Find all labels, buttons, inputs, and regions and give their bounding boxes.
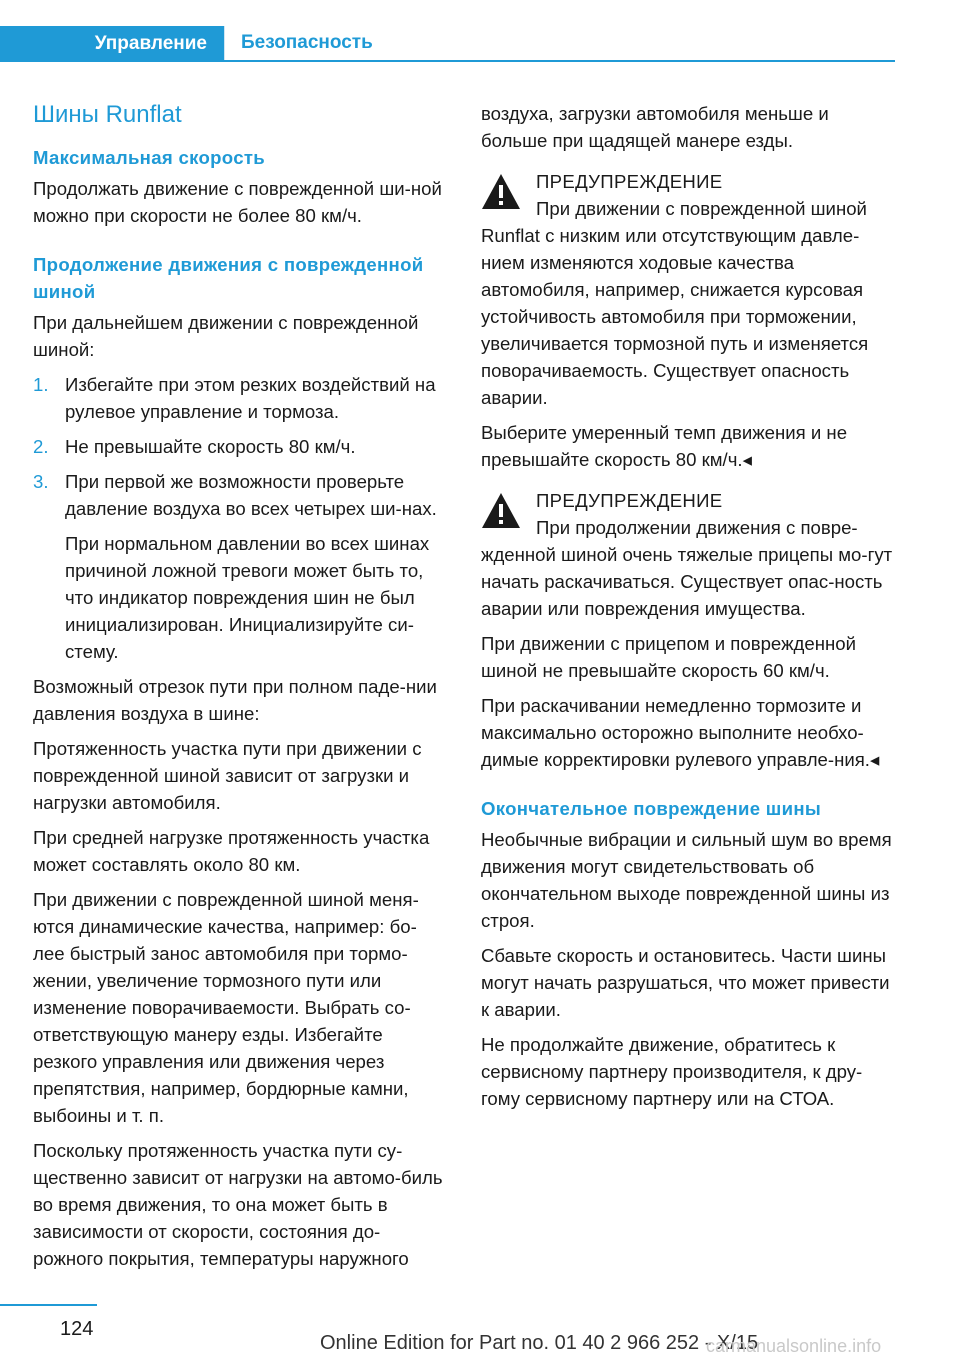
paragraph-depends: Поскольку протяженность участка пути су-щественно зависит от нагрузки на автомо-биль во время движения, то она может быть в зависимости от скорости, состояния до-рожного покрытия, температуры наружного [33,1140,443,1269]
steps-list [33,371,448,522]
list-note: При нормальном давлении во всех шинах причиной ложной тревоги может быть то, что индикатор повреждения шин не был инициализирован. Инициализируйте си-стему. [65,533,430,662]
warning-triangle-icon [481,491,521,531]
list-text: Не превышайте скорость 80 км/ч. [65,436,356,457]
page-number: 124 [60,1318,94,1340]
heading-final-damage: Окончательное повреждение шины [481,798,822,819]
heading-continue-driving: Продолжение движения с поврежденной шиной [33,254,424,302]
warning-text: Runflat с низким или отсутствующим давле-нием изменяются ходовые качества автомобиля, например, снижается курсовая устойчивость автомобиля при торможении, увеличивается тормозной путь и изменяется поворачиваемость. Существует опасность аварии. [481,225,869,408]
paragraph-dynamics: При движении с поврежденной шиной меня-ются динамические качества, например: бо-лее быстрый занос автомобиля при тормо-жении, увеличение тормозного пути или изменение поворачиваемости. Выбрать со-ответствующую манеру езды. Избегайте резкого управления или движения через препятствия, например, бордюрные камни, выбоины и т. п. [33,889,419,1126]
left-column [33,100,448,1280]
watermark: carmanualsonline.info [706,1336,882,1356]
footer-rule [0,1304,97,1306]
tab-control[interactable]: Управление [0,26,224,62]
paragraph-service: Не продолжайте движение, обратитесь к сервисному партнеру производителя, к дру-гому сервисному партнеру или на СТОА. [481,1034,863,1109]
warning-triangle-icon [481,172,521,212]
list-number: 3. [33,471,49,492]
list-item [33,468,448,522]
list-item [33,371,448,425]
edition-line: Online Edition for Part no. 01 40 2 966 252 - X/15 [320,1332,759,1354]
warning-text: жденной шиной очень тяжелые прицепы мо-гут начать раскачиваться. Существует опас-ность аварии или повреждения имущества. [481,544,893,619]
paragraph-length: Протяженность участка пути при движении с поврежденной шиной зависит от загрузки и нагрузки автомобиля. [33,738,422,813]
page-header [0,0,895,62]
list-number: 2. [33,436,49,457]
paragraph-average: При средней нагрузке протяженность участка может составлять около 80 км. [33,827,430,875]
list-number: 1. [33,374,49,395]
paragraph-slow-down: Сбавьте скорость и остановитесь. Части шины могут начать разрушаться, что может привести к аварии. [481,945,890,1020]
header-rule [0,60,895,62]
warning-title: ПРЕДУПРЕЖДЕНИЕ [536,490,723,511]
warning-sway: При раскачивании немедленно тормозите и максимально осторожно выполните необхо-димые корректировки рулевого управле-ния.◂ [481,695,880,770]
paragraph-continuation: воздуха, загрузки автомобиля меньше и больше при щадящей манере езды. [481,103,829,151]
section-title: Шины Runflat [33,101,182,128]
warning-title: ПРЕДУПРЕЖДЕНИЕ [536,171,723,192]
warning-block-trailer [481,487,896,773]
warning-first-line: При продолжении движения с повре- [536,517,858,538]
paragraph-vibration: Необычные вибрации и сильный шум во время движения могут свидетельствовать об окончательном выходе поврежденной шины из строя. [481,829,892,931]
warning-advice: Выберите умеренный темп движения и не превышайте скорость 80 км/ч.◂ [481,422,848,470]
paragraph-range: Возможный отрезок пути при полном паде-нии давления воздуха в шине: [33,676,437,724]
warning-first-line: При движении с поврежденной шиной [536,198,867,219]
paragraph-continue-intro: При дальнейшем движении с поврежденной шиной: [33,312,419,360]
list-text: Избегайте при этом резких воздействий на рулевое управление и тормоза. [65,374,436,422]
list-text: При первой же возможности проверьте давление воздуха во всех четырех ши-нах. [65,471,437,519]
warning-trailer-speed: При движении с прицепом и поврежденной шиной не превышайте скорость 60 км/ч. [481,633,856,681]
right-column [481,100,896,1120]
warning-block-tire [481,168,896,473]
tab-safety[interactable]: Безопасность [224,26,390,60]
list-item [33,433,448,460]
paragraph-max-speed: Продолжать движение с поврежденной ши-ной можно при скорости не более 80 км/ч. [33,178,442,226]
heading-max-speed: Максимальная скорость [33,147,265,168]
